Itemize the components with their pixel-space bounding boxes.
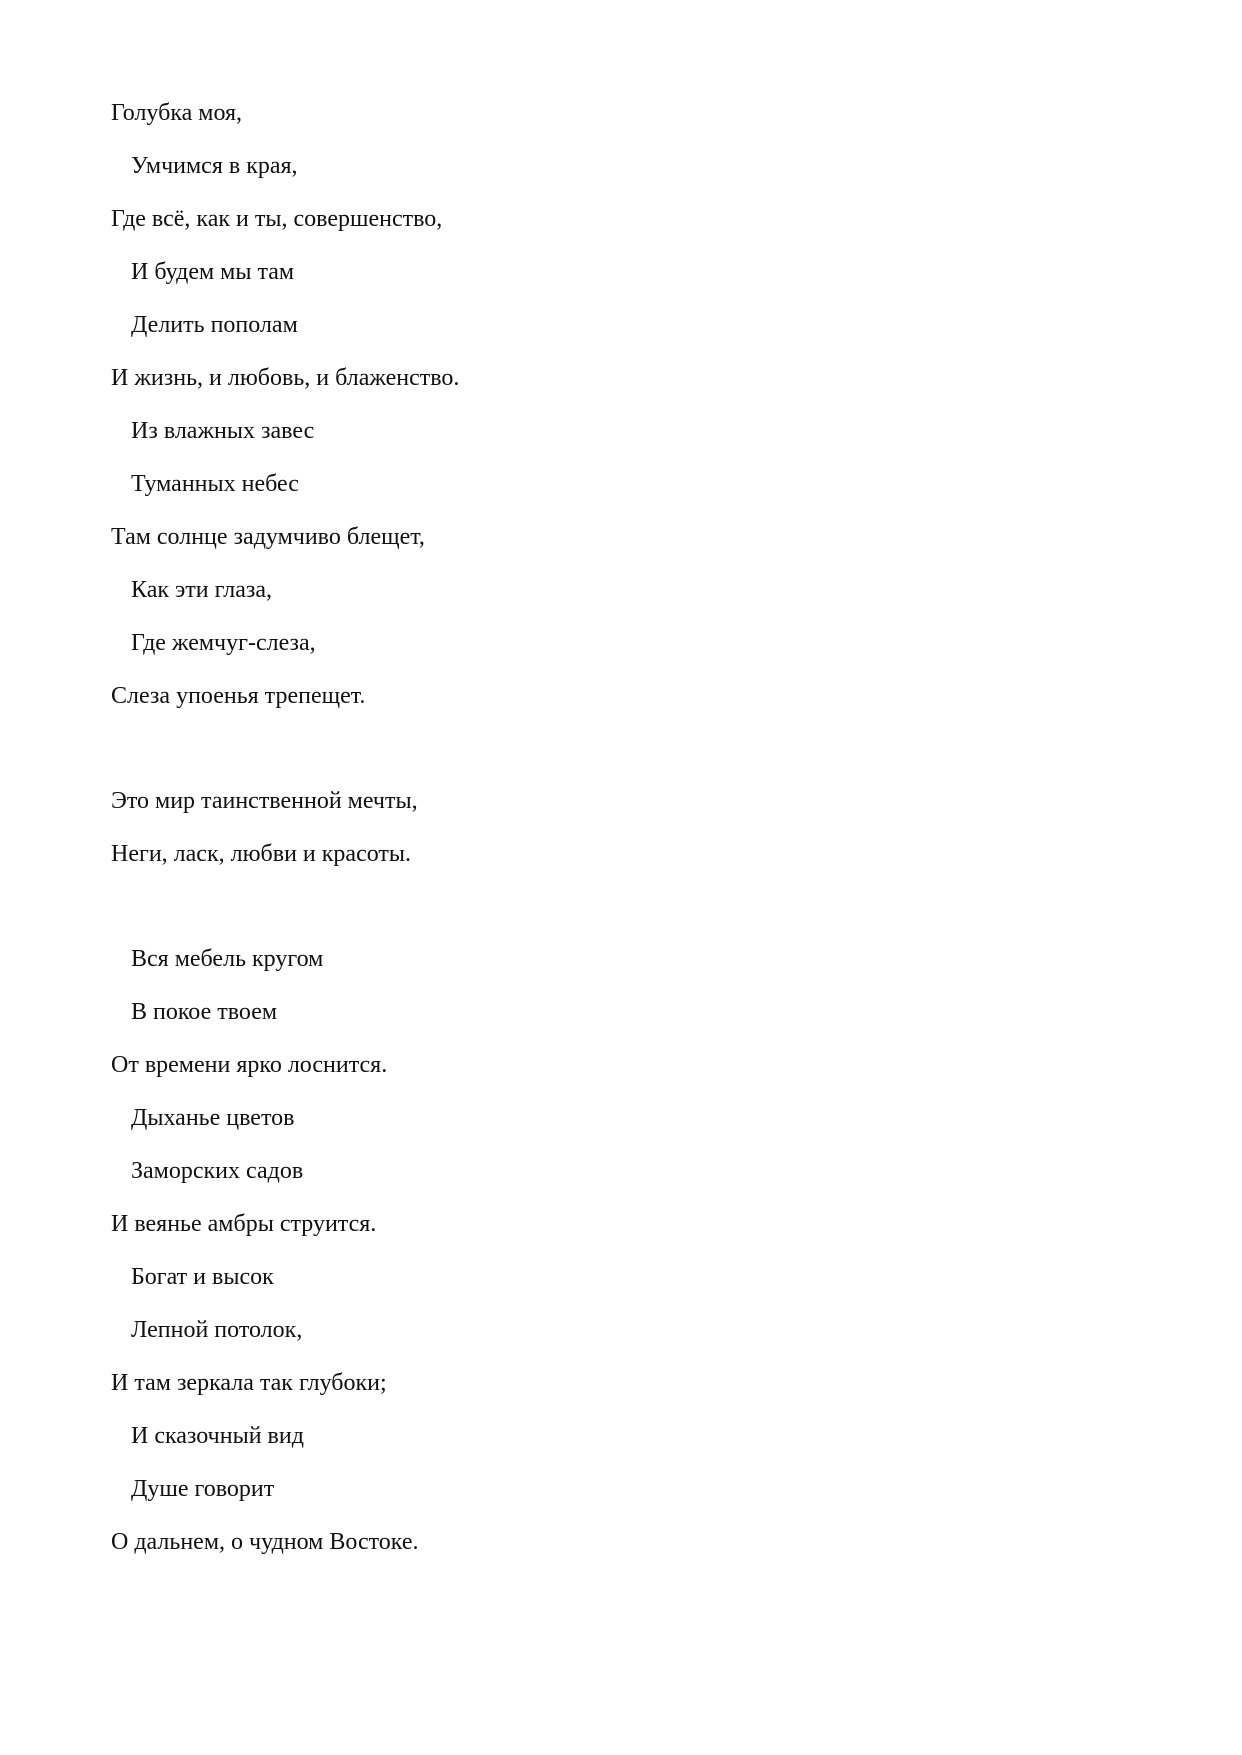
poem-line: Где жемчуг-слеза, <box>131 630 316 656</box>
refrain <box>111 782 1111 888</box>
poem-line: И веянье амбры струится. <box>111 1211 377 1237</box>
poem-line: И жизнь, и любовь, и блаженство. <box>111 365 460 391</box>
refrain-line: Это мир таинственной мечты, <box>111 788 418 814</box>
poem-line: В покое твоем <box>131 999 278 1025</box>
poem-line: Голубка моя, <box>111 100 243 126</box>
stanza-gap <box>111 888 1111 940</box>
stanza-2 <box>111 940 1111 1576</box>
poem-line: Там солнце задумчиво блещет, <box>111 524 425 550</box>
poem-line: Как эти глаза, <box>131 577 273 603</box>
poem-line: Где всё, как и ты, совершенство, <box>111 206 443 232</box>
poem-text <box>111 94 1111 1576</box>
poem-line: Из влажных завес <box>131 418 315 444</box>
poem-line: О дальнем, о чудном Востоке. <box>111 1529 419 1555</box>
poem-line: Лепной потолок, <box>131 1317 303 1343</box>
poem-line: И там зеркала так глубоки; <box>111 1370 387 1396</box>
poem-line: Заморских садов <box>131 1158 304 1184</box>
poem-line: Слеза упоенья трепещет. <box>111 683 366 709</box>
poem-line: Вся мебель кругом <box>131 946 324 972</box>
poem-line: И сказочный вид <box>131 1423 304 1449</box>
poem-line: От времени ярко лоснится. <box>111 1052 388 1078</box>
poem-line: Богат и высок <box>131 1264 274 1290</box>
poem-line: И будем мы там <box>131 259 295 285</box>
refrain-line: Неги, ласк, любви и красоты. <box>111 841 412 867</box>
stanza-1 <box>111 94 1111 730</box>
poem-line: Душе говорит <box>131 1476 275 1502</box>
poem-line: Умчимся в края, <box>131 153 298 179</box>
poem-line: Дыханье цветов <box>131 1105 295 1131</box>
poem-line: Туманных небес <box>131 471 299 497</box>
stanza-gap <box>111 730 1111 782</box>
poem-line: Делить пополам <box>131 312 298 338</box>
